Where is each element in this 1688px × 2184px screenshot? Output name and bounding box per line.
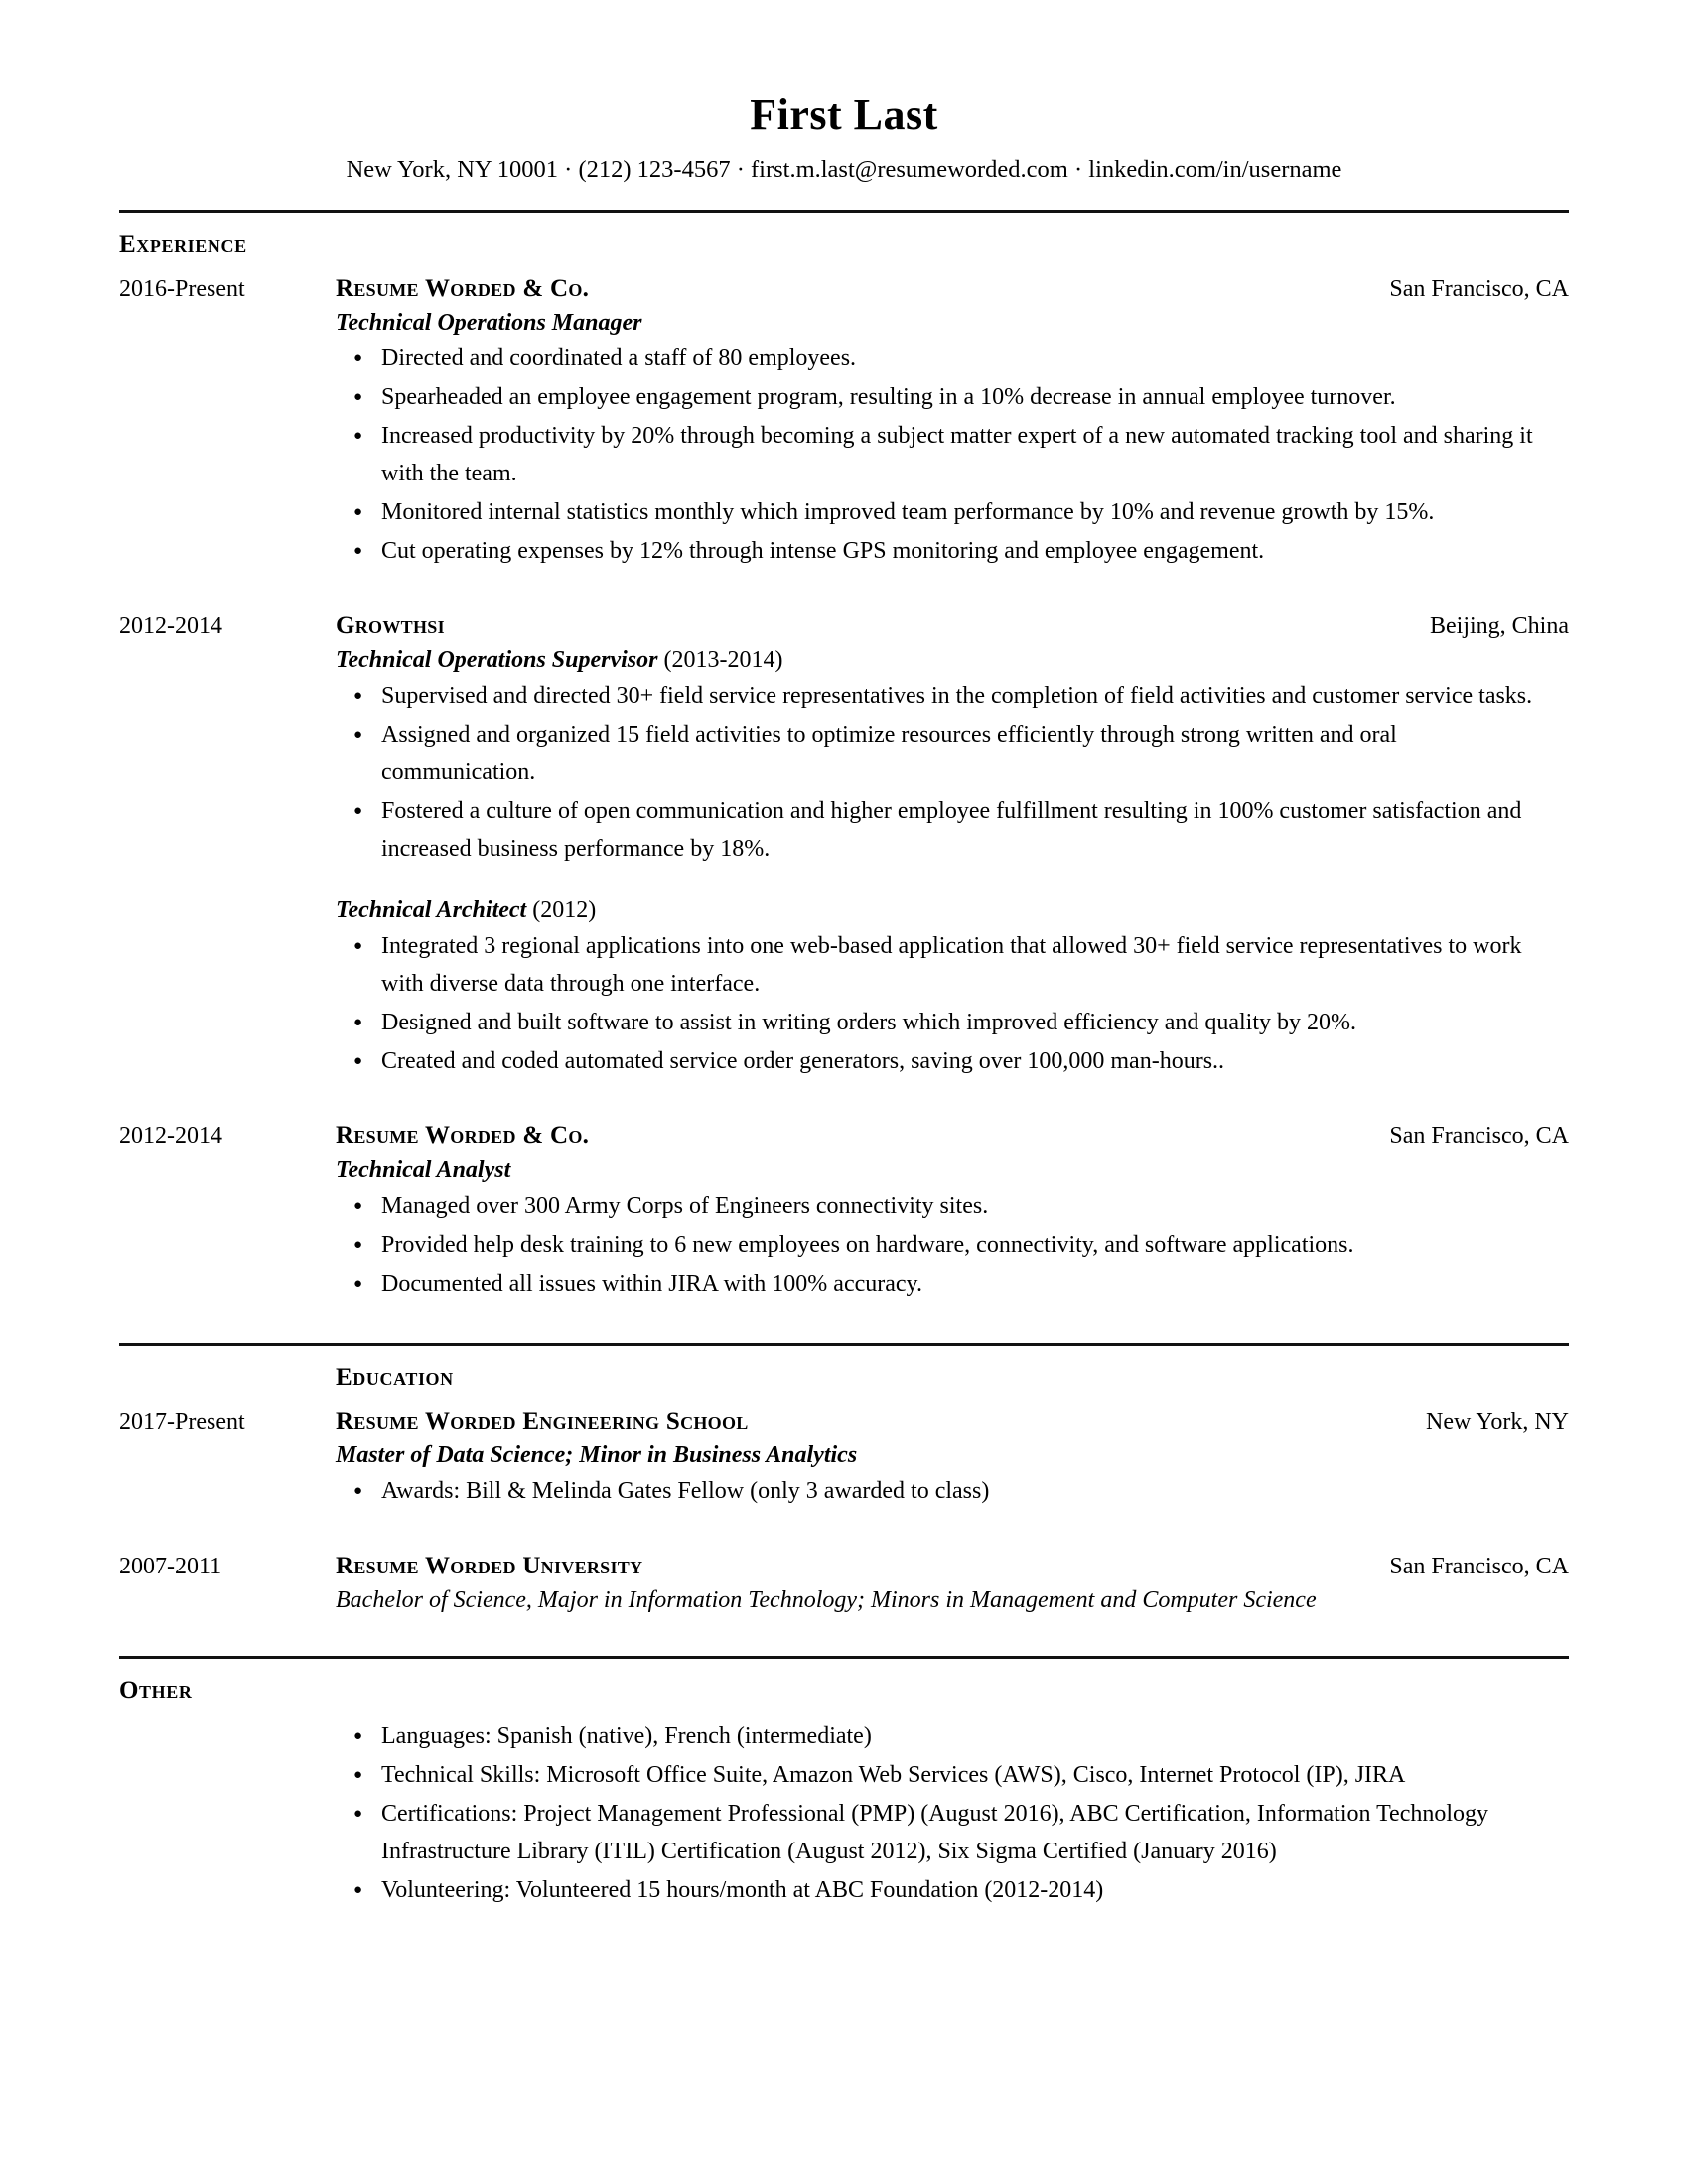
entry-dates: 2016-Present — [119, 275, 245, 302]
entry-degree: Master of Data Science; Minor in Business Analytics — [336, 1441, 858, 1468]
entry-role-title — [336, 895, 1569, 926]
section-heading-other: Other — [119, 1677, 193, 1705]
education-entry — [119, 1551, 1569, 1616]
contact-line: New York, NY 10001 · (212) 123-4567 · first.m.last@resumeworded.com · linkedin.com/in/username — [346, 156, 1342, 184]
entry-header-row — [119, 1120, 1569, 1151]
entry-dates: 2012-2014 — [119, 613, 222, 639]
entry-organization: Resume Worded Engineering School — [336, 1407, 749, 1434]
list-item: ● Integrated 3 regional applications into one web-based application that allowed 30+ field service representatives to work with diverse data through one interface. — [353, 928, 1569, 1004]
entry-dates: 2007-2011 — [119, 1553, 222, 1579]
list-item: ● Technical Skills: Microsoft Office Suite, Amazon Web Services (AWS), Cisco, Internet Protocol (IP), JIRA — [353, 1757, 1569, 1795]
list-item: ● Languages: Spanish (native), French (intermediate) — [353, 1718, 1569, 1756]
list-item: ● Awards: Bill & Melinda Gates Fellow (only 3 awarded to class) — [353, 1473, 1569, 1511]
entry-bullet-list — [119, 928, 1569, 1081]
list-item: ● Provided help desk training to 6 new employees on hardware, connectivity, and software applications. — [353, 1227, 1569, 1265]
entry-organization: Resume Worded & Co. — [336, 1122, 590, 1150]
entry-role-title — [336, 308, 1569, 339]
list-item: ● Cut operating expenses by 12% through intense GPS monitoring and employee engagement. — [353, 533, 1569, 571]
experience-entry — [119, 1120, 1569, 1302]
entry-location: San Francisco, CA — [1389, 275, 1569, 302]
role-title-text: Technical Operations Supervisor — [336, 646, 658, 673]
entry-degree: Bachelor of Science, Major in Information Technology; Minors in Management and Computer Science — [336, 1587, 1317, 1614]
entry-bullet-list — [119, 341, 1569, 570]
entry-location: San Francisco, CA — [1389, 1553, 1569, 1579]
role-title-text: Technical Operations Manager — [336, 310, 642, 337]
header-divider — [119, 210, 1569, 213]
entry-header-row — [119, 273, 1569, 304]
spacer — [119, 870, 1569, 891]
education-entry — [119, 1406, 1569, 1511]
entry-dates: 2017-Present — [119, 1408, 245, 1434]
role-date-text: (2012) — [526, 896, 597, 923]
experience-entry — [119, 273, 1569, 571]
spacer — [119, 577, 1569, 611]
entry-header-row — [119, 1551, 1569, 1581]
list-item: ● Created and coded automated service order generators, saving over 100,000 man-hours.. — [353, 1043, 1569, 1081]
other-divider — [119, 1656, 1569, 1659]
experience-entries — [119, 273, 1569, 1303]
role-date-text: (2013-2014) — [657, 646, 783, 673]
entry-bullet-list — [119, 1188, 1569, 1303]
entry-role-title — [336, 645, 1569, 676]
entry-organization: Growthsi — [336, 612, 445, 639]
list-item: ● Fostered a culture of open communication and higher employee fulfillment resulting in 100% customer satisfaction and increased business performance by 18%. — [353, 793, 1569, 869]
entry-role-title — [336, 1156, 1569, 1186]
spacer — [119, 1086, 1569, 1120]
candidate-name: First Last — [750, 90, 938, 139]
list-item: ● Increased productivity by 20% through becoming a subject matter expert of a new automated tracking tool and sharing it with the team. — [353, 418, 1569, 493]
role-title-text: Technical Architect — [336, 896, 527, 923]
role-title-text: Technical Analyst — [336, 1157, 511, 1183]
entry-organization: Resume Worded & Co. — [336, 274, 590, 302]
entry-location: New York, NY — [1425, 1408, 1569, 1434]
entry-bullet-list — [119, 678, 1569, 869]
spacer — [119, 1309, 1569, 1343]
list-item: ● Documented all issues within JIRA with 100% accuracy. — [353, 1266, 1569, 1303]
entry-header-row — [119, 1406, 1569, 1436]
list-item: ● Certifications: Project Management Professional (PMP) (August 2016), ABC Certification, Information Technology Infrastructure Library (ITIL) Certification (August 2012), Six Sigma Certified (January 2016) — [353, 1796, 1569, 1871]
entry-header-row — [119, 611, 1569, 641]
spacer — [119, 1517, 1569, 1551]
spacer — [119, 1622, 1569, 1656]
experience-entry — [119, 611, 1569, 1081]
list-item: ● Designed and built software to assist in writing orders which improved efficiency and quality by 20%. — [353, 1005, 1569, 1042]
list-item: ● Assigned and organized 15 field activities to optimize resources efficiently through strong written and oral communication. — [353, 717, 1569, 792]
section-heading-experience: Experience — [119, 230, 247, 258]
list-item: ● Spearheaded an employee engagement program, resulting in a 10% decrease in annual employee turnover. — [353, 379, 1569, 417]
entry-bullet-list — [119, 1473, 1569, 1511]
list-item: ● Volunteering: Volunteered 15 hours/month at ABC Foundation (2012-2014) — [353, 1872, 1569, 1910]
education-entries — [119, 1406, 1569, 1617]
entry-location: Beijing, China — [1430, 613, 1569, 639]
section-heading-education: Education — [336, 1363, 454, 1391]
list-item: ● Supervised and directed 30+ field service representatives in the completion of field activities and customer service tasks. — [353, 678, 1569, 716]
list-item: ● Monitored internal statistics monthly which improved team performance by 10% and revenue growth by 15%. — [353, 494, 1569, 532]
list-item: ● Managed over 300 Army Corps of Engineers connectivity sites. — [353, 1188, 1569, 1226]
entry-dates: 2012-2014 — [119, 1123, 222, 1150]
list-item: ● Directed and coordinated a staff of 80 employees. — [353, 341, 1569, 378]
other-bullet-list — [119, 1718, 1569, 1910]
entry-organization: Resume Worded University — [336, 1552, 643, 1579]
entry-location: San Francisco, CA — [1389, 1123, 1569, 1150]
education-divider — [119, 1343, 1569, 1346]
